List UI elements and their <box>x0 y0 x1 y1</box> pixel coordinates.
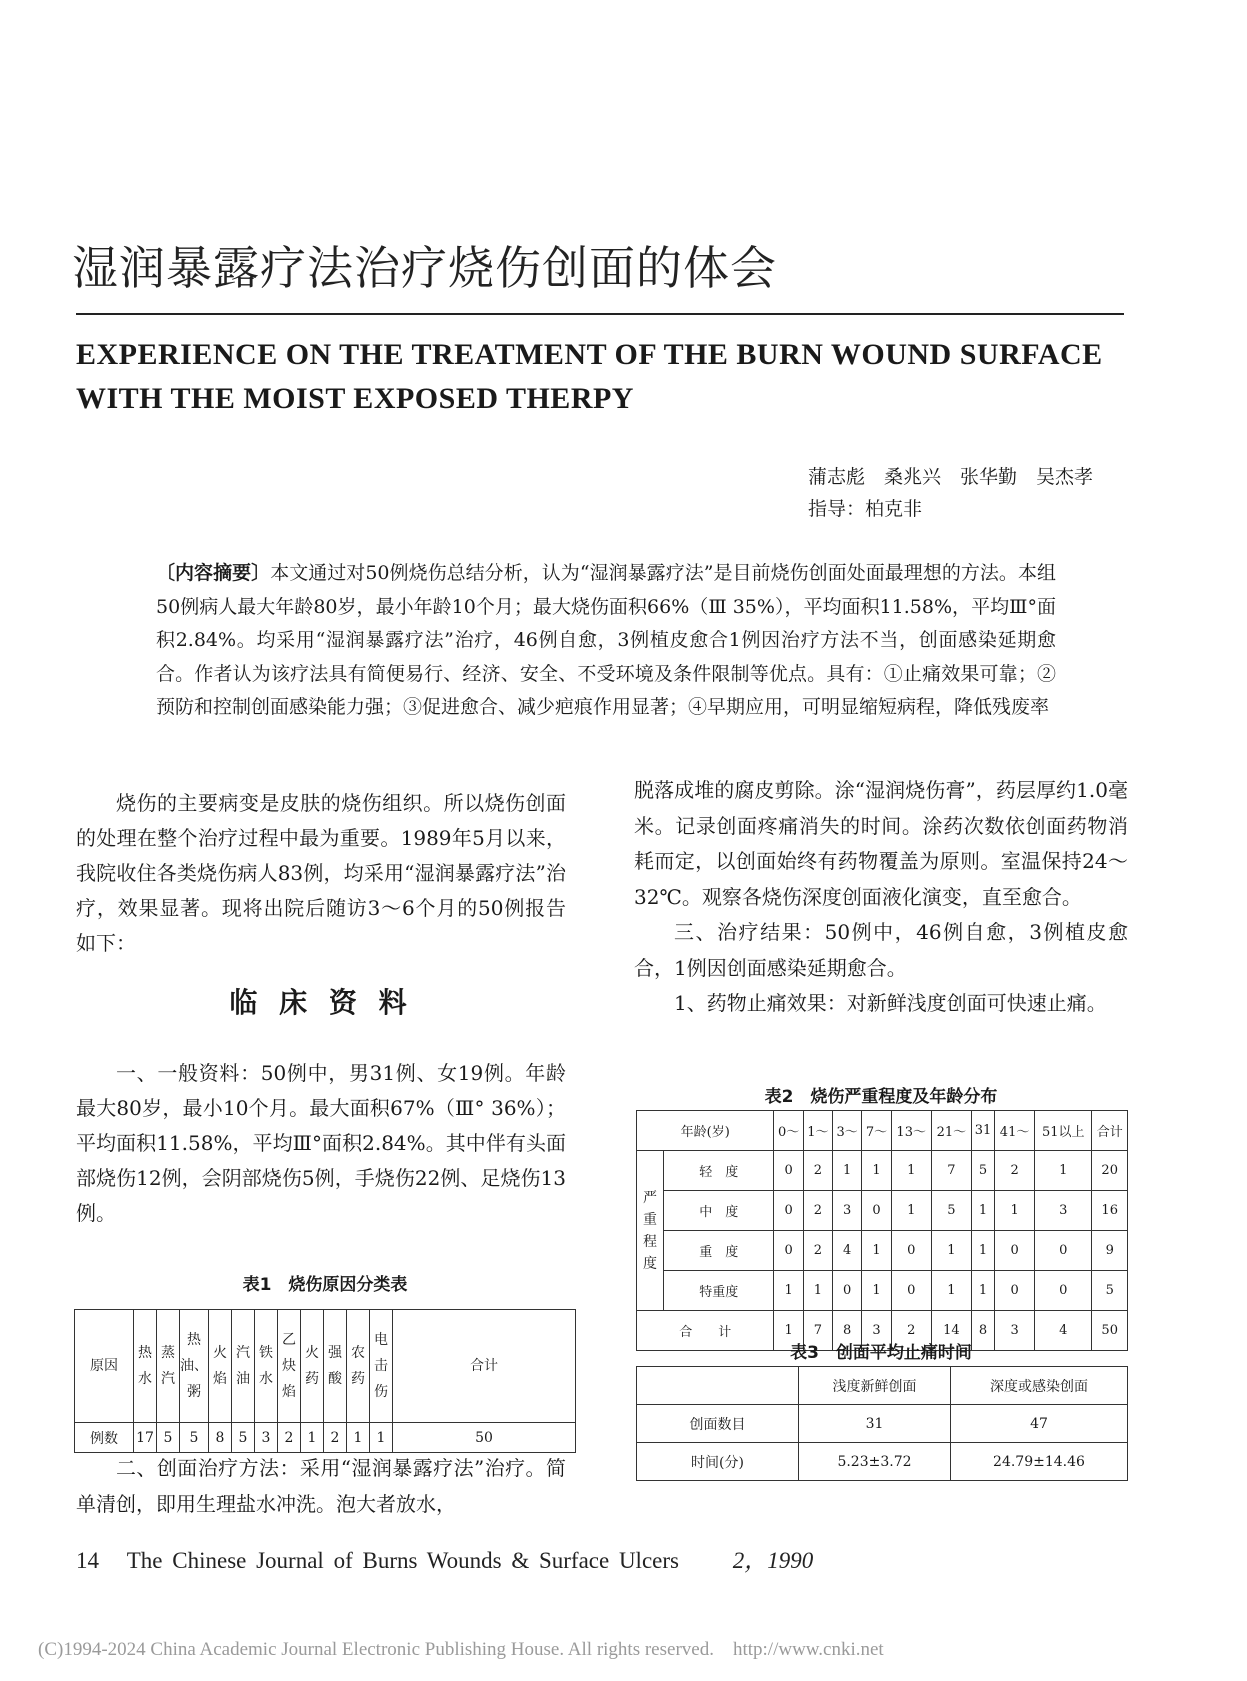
table2-cell: 1 <box>891 1151 931 1191</box>
table2-cell: 0 <box>995 1271 1035 1311</box>
right-paragraph-2: 三、治疗结果：50例中，46例自愈，3例植皮愈合，1例因创面感染延期愈合。 <box>634 920 1128 980</box>
table2-cell: 1 <box>971 1271 994 1311</box>
table2-grid <box>636 1110 1128 1351</box>
table3-header-row <box>637 1367 1128 1405</box>
table2-side-label: 严重程度 <box>637 1151 664 1311</box>
table2-cell: 1 <box>774 1311 803 1351</box>
table1-cause: 汽油 <box>232 1310 255 1423</box>
right-column <box>634 773 1128 1022</box>
table2-age: 31 <box>971 1111 994 1151</box>
table1-count: 2 <box>278 1423 301 1453</box>
footer <box>76 1542 813 1575</box>
table2-cell: 1 <box>971 1191 994 1231</box>
table1-cause: 铁水 <box>255 1310 278 1423</box>
table2-cell: 2 <box>803 1151 832 1191</box>
table2-cell: 0 <box>995 1231 1035 1271</box>
table2-age-header: 年龄(岁) <box>637 1111 774 1151</box>
table1-header-row <box>75 1310 576 1423</box>
table1-cause: 火药 <box>301 1310 324 1423</box>
table2-cell: 16 <box>1092 1191 1128 1231</box>
table2-cell: 1 <box>1035 1151 1092 1191</box>
title-english-line2: WITH THE MOIST EXPOSED THERPY <box>76 382 634 415</box>
table1-count-row <box>75 1423 576 1453</box>
table2-cell: 7 <box>931 1151 971 1191</box>
table2-cell: 3 <box>995 1311 1035 1351</box>
table3-row-label: 创面数目 <box>637 1405 799 1443</box>
table2-cell: 0 <box>891 1231 931 1271</box>
table2-cell: 3 <box>862 1311 891 1351</box>
table1-count: 1 <box>370 1423 393 1453</box>
abstract-text: 本文通过对50例烧伤总结分析，认为“湿润暴露疗法”是目前烧伤创面处面最理想的方法。本组50例病人最大年龄80岁，最小年龄10个月；最大烧伤面积66%（Ⅲ 35%），平均面积11.58%，平均Ⅲ°面积2.84%。均采用“湿润暴露疗法”治疗，46例自愈，3例植皮愈合1例因治疗方法不当，创面感染延期愈合。作者认为该疗法具有简便易行、经济、安全、不受环境及条件限制等优点。具有：①止痛效果可靠；②预防和控制创面感染能力强；③促进愈合、减少疤痕作用显著；④早期应用，可明显缩短病程，降低残废率 <box>156 562 1056 718</box>
table2-cell: 3 <box>1035 1191 1092 1231</box>
table3-col1: 浅度新鲜创面 <box>799 1367 951 1405</box>
table3-caption: 表3 创面平均止痛时间 <box>790 1343 972 1363</box>
table1-caption: 表1 烧伤原因分类表 <box>242 1275 408 1295</box>
table1-cause: 蒸汽 <box>157 1310 180 1423</box>
table3-cell: 5.23±3.72 <box>799 1443 951 1481</box>
title-english-line1: EXPERIENCE ON THE TREATMENT OF THE BURN WOUND SURFACE <box>76 338 1103 371</box>
table2-row-label: 轻 度 <box>664 1151 774 1191</box>
table1-count: 1 <box>301 1423 324 1453</box>
table3-cell: 24.79±14.46 <box>950 1443 1127 1481</box>
table2-cell: 7 <box>803 1311 832 1351</box>
table2-row-mild <box>637 1151 1128 1191</box>
copyright-notice: (C)1994-2024 China Academic Journal Electronic Publishing House. All rights reserved. http://www.cnki.net <box>38 1639 884 1660</box>
table3-row-count <box>637 1405 1128 1443</box>
table2-row-severe <box>637 1231 1128 1271</box>
table2-cell: 2 <box>891 1311 931 1351</box>
table2 <box>636 1110 1128 1351</box>
table3-row-time <box>637 1443 1128 1481</box>
title-english <box>76 333 1156 421</box>
table1-total-header: 合计 <box>393 1310 576 1423</box>
table2-cell: 1 <box>774 1271 803 1311</box>
table3 <box>636 1366 1128 1481</box>
table1-count: 1 <box>347 1423 370 1453</box>
table2-cell: 5 <box>971 1151 994 1191</box>
table2-cell: 20 <box>1092 1151 1128 1191</box>
table2-cell: 2 <box>803 1191 832 1231</box>
table2-age: 51以上 <box>1035 1111 1092 1151</box>
table2-cell: 1 <box>931 1231 971 1271</box>
table1-cause: 乙炔焰 <box>278 1310 301 1423</box>
table2-cell: 3 <box>833 1191 862 1231</box>
abstract-label: 〔内容摘要〕 <box>156 562 271 584</box>
table1-count: 8 <box>209 1423 232 1453</box>
table1-grid <box>74 1309 576 1453</box>
table2-total-label: 合 计 <box>637 1311 774 1351</box>
right-paragraph-1: 脱落成堆的腐皮剪除。涂“湿润烧伤膏”，药层厚约1.0毫米。记录创面疼痛消失的时间。涂药次数依创面药物消耗而定，以创面始终有药物覆盖为原则。室温保持24～32℃。观察各烧伤深度创面液化演变，直至愈合。 <box>634 778 1128 909</box>
table2-age: 13～ <box>891 1111 931 1151</box>
table2-cell: 1 <box>971 1231 994 1271</box>
table2-age: 3～ <box>833 1111 862 1151</box>
table3-grid <box>636 1366 1128 1481</box>
intro-section <box>76 786 566 961</box>
table2-age: 1～ <box>803 1111 832 1151</box>
table2-age: 7～ <box>862 1111 891 1151</box>
table1-count: 17 <box>134 1423 157 1453</box>
table1-count: 50 <box>393 1423 576 1453</box>
table2-cell: 50 <box>1092 1311 1128 1351</box>
table2-cell: 1 <box>891 1191 931 1231</box>
table2-cell: 1 <box>995 1191 1035 1231</box>
journal-name: The Chinese Journal of Burns Wounds & Surface Ulcers <box>126 1548 679 1573</box>
table2-header-row <box>637 1111 1128 1151</box>
table2-age: 0～ <box>774 1111 803 1151</box>
table3-cell: 31 <box>799 1405 951 1443</box>
table2-row-critical <box>637 1271 1128 1311</box>
table2-cell: 0 <box>891 1271 931 1311</box>
table1-count: 3 <box>255 1423 278 1453</box>
table3-row-label: 时间(分) <box>637 1443 799 1481</box>
table1-cause: 火焰 <box>209 1310 232 1423</box>
section-heading: 临 床 资 料 <box>229 986 413 1019</box>
treatment-paragraph: 二、创面治疗方法：采用“湿润暴露疗法”治疗。简单清创，即用生理盐水冲洗。泡大者放水， <box>76 1456 566 1516</box>
table2-row-moderate <box>637 1191 1128 1231</box>
table3-corner <box>637 1367 799 1405</box>
table2-age: 41～ <box>995 1111 1035 1151</box>
table2-cell: 1 <box>833 1151 862 1191</box>
table1-cause: 强酸 <box>324 1310 347 1423</box>
table2-cell: 0 <box>1035 1271 1092 1311</box>
table1-count: 5 <box>157 1423 180 1453</box>
table2-cell: 2 <box>995 1151 1035 1191</box>
title-chinese: 湿润暴露疗法治疗烧伤创面的体会 <box>72 241 777 295</box>
table1-cause: 热水 <box>134 1310 157 1423</box>
table2-cell: 9 <box>1092 1231 1128 1271</box>
table2-cell: 2 <box>803 1231 832 1271</box>
table2-age: 合计 <box>1092 1111 1128 1151</box>
table2-cell: 5 <box>931 1191 971 1231</box>
title-rule <box>76 313 1124 315</box>
table1-count: 5 <box>232 1423 255 1453</box>
table2-caption: 表2 烧伤严重程度及年龄分布 <box>764 1087 998 1107</box>
table2-cell: 1 <box>803 1271 832 1311</box>
table1 <box>74 1270 576 1453</box>
table2-cell: 0 <box>774 1231 803 1271</box>
table2-row-label: 特重度 <box>664 1271 774 1311</box>
table1-count: 2 <box>324 1423 347 1453</box>
table1-row-label: 例数 <box>75 1423 134 1453</box>
table2-cell: 1 <box>862 1231 891 1271</box>
table2-cell: 0 <box>1035 1231 1092 1271</box>
table2-cell: 1 <box>862 1151 891 1191</box>
table2-age: 21～ <box>931 1111 971 1151</box>
table1-cause: 电击伤 <box>370 1310 393 1423</box>
table2-row-label: 重 度 <box>664 1231 774 1271</box>
table2-cell: 8 <box>833 1311 862 1351</box>
table2-cell: 5 <box>1092 1271 1128 1311</box>
table2-cell: 4 <box>1035 1311 1092 1351</box>
table2-cell: 8 <box>971 1311 994 1351</box>
intro-paragraph: 烧伤的主要病变是皮肤的烧伤组织。所以烧伤创面的处理在整个治疗过程中最为重要。1989年5月以来，我院收住各类烧伤病人83例，均采用“湿润暴露疗法”治疗，效果显著。现将出院后随访3～6个月的50例报告如下： <box>76 791 566 955</box>
table2-cell: 4 <box>833 1231 862 1271</box>
issue: 2，1990 <box>732 1548 814 1573</box>
table3-cell: 47 <box>950 1405 1127 1443</box>
table2-cell: 0 <box>774 1151 803 1191</box>
table1-row-label: 原因 <box>75 1310 134 1423</box>
general-section <box>76 1056 566 1231</box>
table1-cause: 农药 <box>347 1310 370 1423</box>
right-paragraph-3: 1、药物止痛效果：对新鲜浅度创面可快速止痛。 <box>674 991 1107 1015</box>
authors: 蒲志彪 桑兆兴 张华勤 吴杰孝 <box>808 466 1094 488</box>
table2-cell: 1 <box>931 1271 971 1311</box>
table2-row-label: 中 度 <box>664 1191 774 1231</box>
abstract <box>156 557 1056 725</box>
treatment-section <box>76 1450 566 1522</box>
page-number: 14 <box>76 1548 99 1573</box>
table2-cell: 0 <box>862 1191 891 1231</box>
table1-count: 5 <box>180 1423 209 1453</box>
table3-col2: 深度或感染创面 <box>950 1367 1127 1405</box>
table2-cell: 1 <box>862 1271 891 1311</box>
advisor: 指导：柏克非 <box>808 498 923 520</box>
table2-cell: 14 <box>931 1311 971 1351</box>
table1-cause: 热油、粥 <box>180 1310 209 1423</box>
table2-cell: 0 <box>774 1191 803 1231</box>
table2-cell: 0 <box>833 1271 862 1311</box>
general-paragraph: 一、一般资料：50例中，男31例、女19例。年龄最大80岁，最小10个月。最大面积67%（Ⅲ° 36%）；平均面积11.58%，平均Ⅲ°面积2.84%。其中伴有头面部烧伤12例，会阴部烧伤5例，手烧伤22例、足烧伤13例。 <box>76 1061 566 1225</box>
